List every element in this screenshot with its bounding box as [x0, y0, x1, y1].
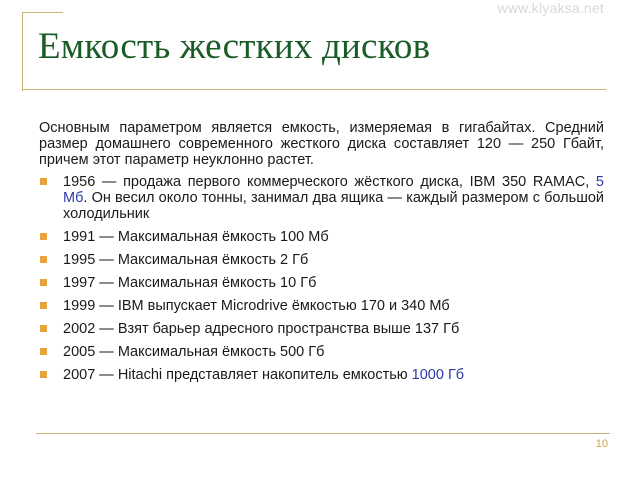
item-text: 2002 — Взят барьер адресного пространства выше 137 Гб: [63, 321, 460, 337]
bullet-square-icon: [40, 348, 47, 355]
bullet-square-icon: [40, 279, 47, 286]
list-item: [39, 275, 604, 291]
item-text: 1956 — продажа первого коммерческого жёсткого диска, IBM 350 RAMAC,: [63, 174, 596, 190]
bullet-square-icon: [40, 256, 47, 263]
list-item: [39, 367, 604, 383]
list-item: [39, 174, 604, 222]
title-underline: [22, 89, 606, 90]
list-item: [39, 298, 604, 314]
intro-paragraph: Основным параметром является емкость, измеряемая в гигабайтах. Средний размер домашнего современного жесткого диска составляет 120 — 250 Гбайт, причем этот параметр неуклонно растет.: [39, 120, 604, 168]
bullet-square-icon: [40, 233, 47, 240]
item-highlight: 5 Мб: [63, 174, 604, 206]
bullet-square-icon: [40, 178, 47, 185]
item-text: 1995 — Максимальная ёмкость 2 Гб: [63, 252, 309, 268]
item-text: 2007 — Hitachi представляет накопитель емкостью: [63, 367, 412, 383]
list-item: [39, 229, 604, 245]
item-text: 2005 — Максимальная ёмкость 500 Гб: [63, 344, 325, 360]
bullet-square-icon: [40, 371, 47, 378]
item-highlight: 1000 Гб: [411, 367, 465, 383]
item-text: 1997 — Максимальная ёмкость 10 Гб: [63, 275, 317, 291]
watermark: www.klyaksa.net: [497, 0, 604, 16]
bullet-square-icon: [40, 302, 47, 309]
list-item: [39, 252, 604, 268]
footer-rule: [36, 433, 610, 434]
item-text: 1999 — IBM выпускает Microdrive ёмкостью 170 и 340 Мб: [63, 298, 450, 314]
page-number: 10: [595, 438, 608, 450]
item-text-continued: . Он весил около тонны, занимал два ящика — каждый размером с большой холодильник: [63, 190, 604, 222]
bullet-square-icon: [40, 325, 47, 332]
list-item: [39, 344, 604, 360]
slide-content: [39, 120, 604, 390]
bullet-list: [39, 174, 604, 383]
item-text: 1991 — Максимальная ёмкость 100 Мб: [63, 229, 329, 245]
list-item: [39, 321, 604, 337]
slide-title: Емкость жестких дисков: [38, 26, 431, 67]
